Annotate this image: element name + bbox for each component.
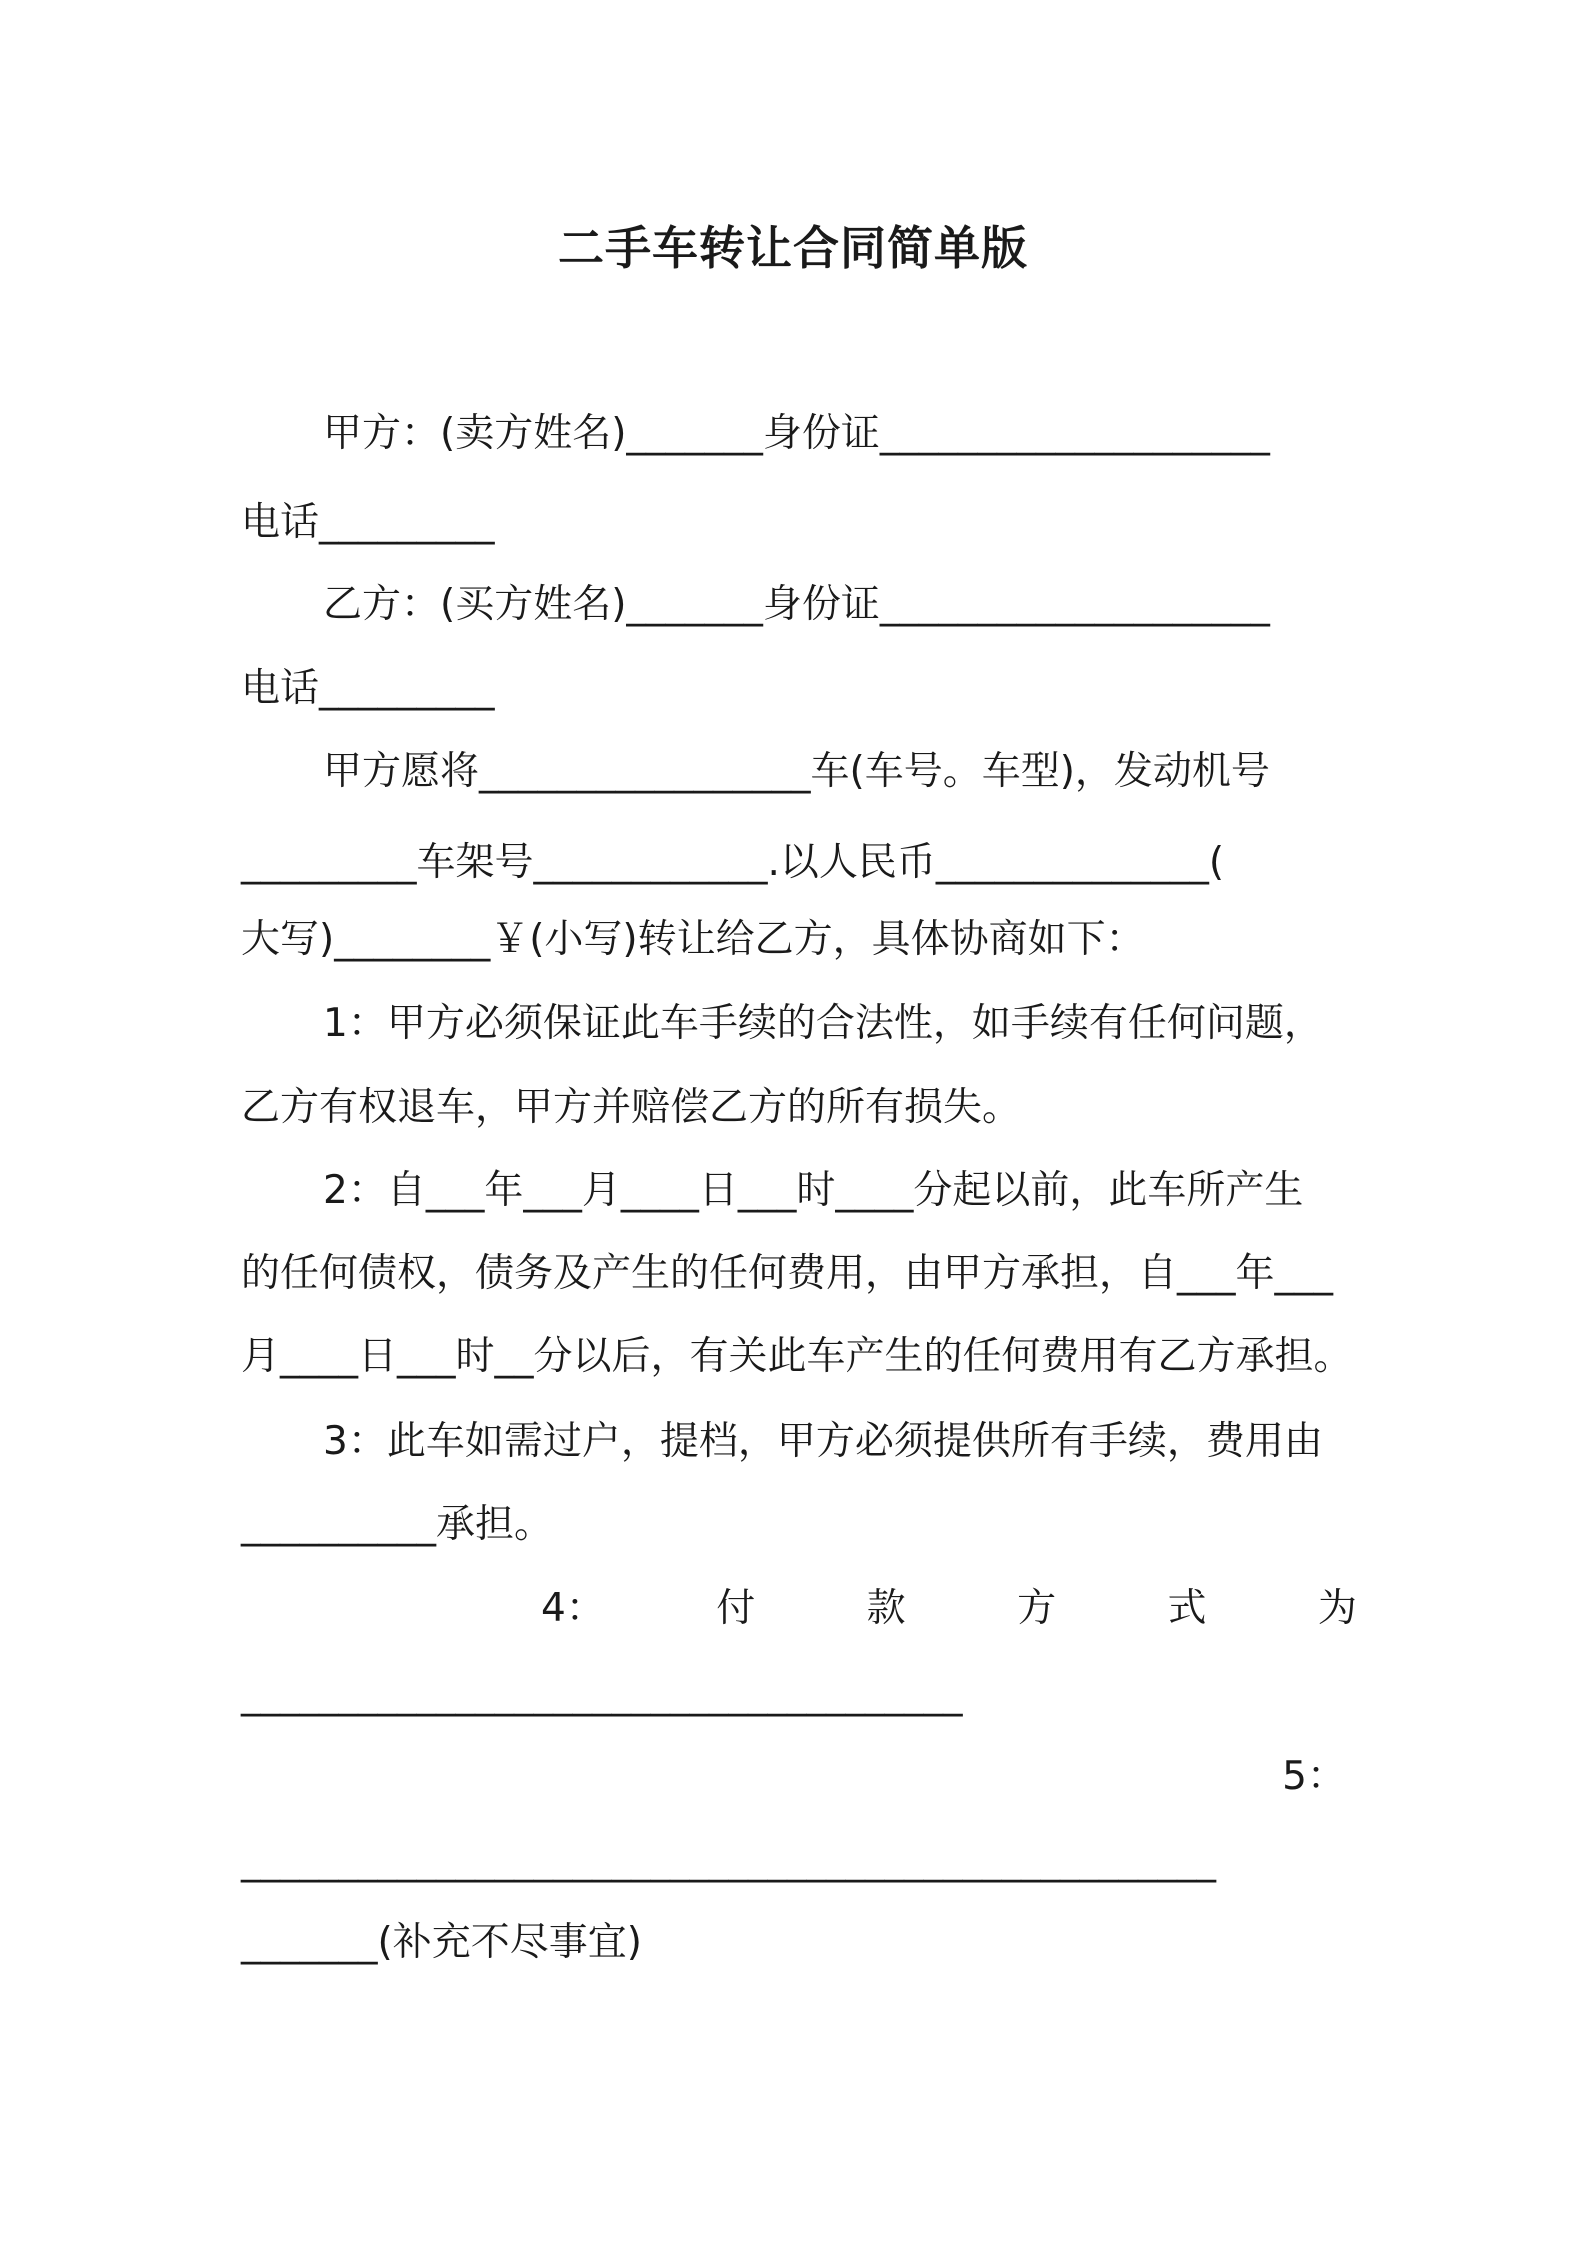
clause-4-number: 4： bbox=[541, 1586, 605, 1631]
clause-5-supplement: _______(补充不尽事宜) bbox=[241, 1920, 642, 1965]
clause-1-line-1: 1：甲方必须保证此车手续的合法性，如手续有任何问题， bbox=[323, 1001, 1323, 1046]
clause-3-line-2: __________承担。 bbox=[241, 1502, 554, 1547]
clause-4-char: 付 bbox=[716, 1586, 756, 1631]
clause-2-line-2: 的任何债权，债务及产生的任何费用，由甲方承担，自___年___ bbox=[241, 1251, 1334, 1296]
party-b-line: 乙方：(买方姓名)_______身份证____________________ bbox=[323, 582, 1270, 627]
clause-2-line-3: 月____日___时__分以后，有关此车产生的任何费用有乙方承担。 bbox=[241, 1334, 1353, 1379]
clause-4-char: 为 bbox=[1317, 1586, 1357, 1631]
document-title: 二手车转让合同简单版 bbox=[558, 221, 1028, 275]
clause-4-blank: _____________________________________ bbox=[241, 1672, 963, 1717]
vehicle-line-2: _________车架号____________.以人民币______________( bbox=[241, 840, 1225, 885]
clause-4-heading bbox=[541, 1584, 1357, 1634]
party-b-phone-line: 电话_________ bbox=[241, 666, 495, 711]
clause-1-line-2: 乙方有权退车，甲方并赔偿乙方的所有损失。 bbox=[241, 1085, 1022, 1130]
clause-5-number: 5： bbox=[1282, 1754, 1346, 1799]
clause-4-char: 款 bbox=[866, 1586, 906, 1631]
party-a-line: 甲方：(卖方姓名)_______身份证____________________ bbox=[323, 411, 1270, 456]
clause-5-blank: __________________________________________________ bbox=[241, 1838, 1216, 1883]
clause-2-line-1: 2：自___年___月____日___时____分起以前，此车所产生 bbox=[323, 1168, 1304, 1213]
clause-4-char: 方 bbox=[1017, 1586, 1057, 1631]
party-a-phone-line: 电话_________ bbox=[241, 500, 495, 545]
clause-3-line-1: 3：此车如需过户，提档，甲方必须提供所有手续，费用由 bbox=[323, 1419, 1323, 1464]
vehicle-line-1: 甲方愿将_________________车(车号。车型)，发动机号 bbox=[323, 749, 1270, 794]
vehicle-line-3: 大写)________￥(小写)转让给乙方，具体协商如下： bbox=[241, 917, 1145, 962]
clause-4-char: 式 bbox=[1167, 1586, 1207, 1631]
